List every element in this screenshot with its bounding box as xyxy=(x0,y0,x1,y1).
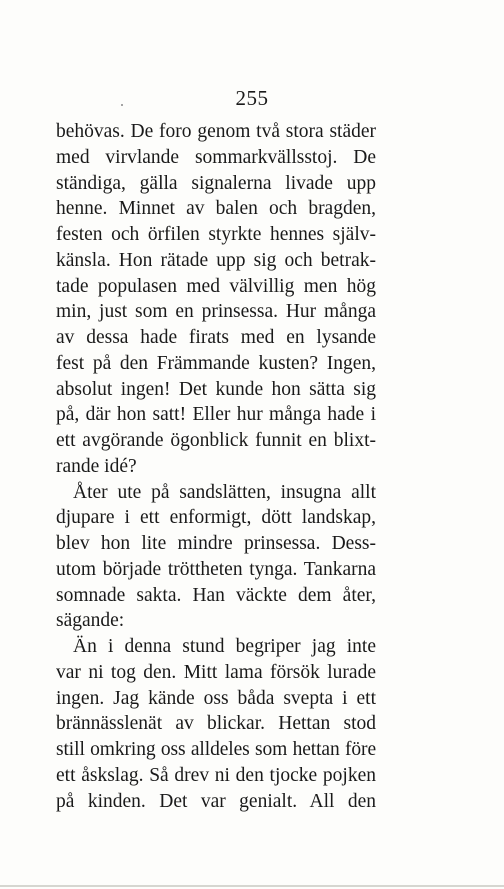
text-line: av dessa hade firats med en lysande xyxy=(56,327,376,348)
text-line: brännässlenät av blickar. Hettan stod xyxy=(56,713,376,735)
text-line: utom började tröttheten tynga. Tankarna xyxy=(56,558,376,580)
text-line: sägande: xyxy=(56,610,125,632)
text-line: var ni tog den. Mitt lama försök lurade xyxy=(56,661,376,683)
text-line: Än i denna stund begriper jag inte xyxy=(73,636,376,657)
text-line: på kinden. Det var genialt. All den xyxy=(56,790,376,812)
text-line: blev hon lite mindre prinsessa. Dess- xyxy=(56,533,376,554)
text-line: känsla. Hon rätade upp sig och betrak- xyxy=(56,249,376,271)
text-line: rande idé? xyxy=(56,455,137,477)
text-line: djupare i ett enformigt, dött landskap, xyxy=(56,507,376,529)
text-line: ingen. Jag kände oss båda svepta i ett xyxy=(56,687,376,709)
body-text xyxy=(56,119,376,814)
text-line: ständiga, gälla signalerna livade upp xyxy=(56,172,376,194)
text-line: med virvlande sommarkvällsstoj. De xyxy=(56,146,376,168)
page-number: 255 xyxy=(235,86,269,110)
page-bottom-edge xyxy=(0,885,504,887)
text-line: somnade sakta. Han väckte dem åter, xyxy=(56,584,376,606)
text-line: Åter ute på sandslätten, insugna allt xyxy=(73,481,376,503)
text-line: tade populasen med välvillig men hög xyxy=(56,275,376,297)
text-line: still omkring oss alldeles som hettan före xyxy=(56,739,376,760)
text-line: fest på den Främmande kusten? Ingen, xyxy=(56,352,376,374)
text-line: festen och örfilen styrkte hennes själv- xyxy=(56,224,376,245)
text-line: absolut ingen! Det kunde hon sätta sig xyxy=(56,378,376,400)
text-line: på, där hon satt! Eller hur många hade i xyxy=(56,404,376,426)
text-line: min, just som en prinsessa. Hur många xyxy=(56,301,376,323)
text-line: behövas. De foro genom två stora städer xyxy=(56,121,376,142)
text-line: ett åskslag. Så drev ni den tjocke pojken xyxy=(56,764,376,786)
text-line: henne. Minnet av balen och bragden, xyxy=(56,198,376,220)
text-line: ett avgörande ögonblick funnit en blixt- xyxy=(56,430,376,451)
